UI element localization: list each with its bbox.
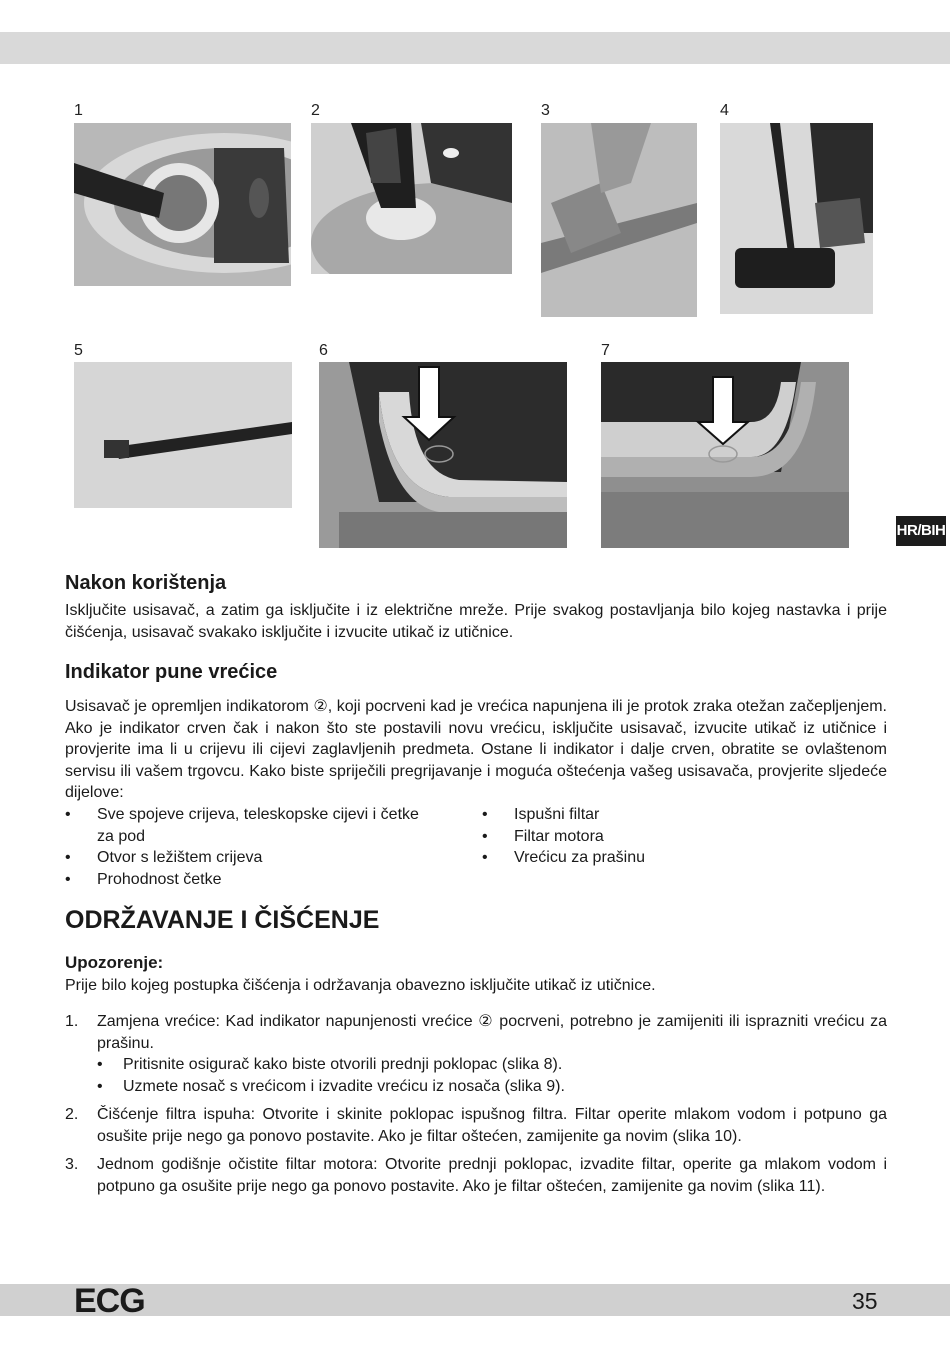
figure-label-3: 3 <box>541 102 550 119</box>
figure-label-6: 6 <box>319 342 328 359</box>
figure-label-4: 4 <box>720 102 729 119</box>
step-item <box>65 1104 887 1147</box>
after-use-text: Isključite usisavač, a zatim ga isključite i iz električne mreže. Prije svakog postavljanja bilo kojeg nastavka i prije čišćenja, usisavač svakako isključite i izvucite utikač iz utičnice. <box>65 602 887 641</box>
brand-logo: ECG <box>74 1282 145 1320</box>
crevice-nozzle-photo <box>74 362 292 508</box>
check-list-right <box>482 804 782 869</box>
figure-label-1: 1 <box>74 102 83 119</box>
list-item: • Ispušni filtar <box>482 804 782 826</box>
vacuum-hose-connect-photo <box>74 123 291 286</box>
warning-title: Upozorenje: <box>65 953 164 972</box>
language-badge: HR/BIH <box>896 516 946 546</box>
bag-indicator-text: Usisavač je opremljen indikatorom ②, koji pocrveni kad je vrećica napunjena ili je protok zraka otežan začepljenjem. Ako je indikator crven čak i nakon što ste postavili novu vrećicu, isključite usisavač, izvucite utikač iz utičnice i provjerite ima li u crijevu ili cijevi zaglavljenih predmeta. Ostane li indikator i dalje crven, obratite se ovlaštenom servisu ili vašem trgovcu. Kako biste spriječili pregrijavanje i moguća oštećenja vašeg usisavača, provjerite sljedeće dijelove: <box>65 698 887 801</box>
warning-text: Prije bilo kojeg postupka čišćenja i održavanja obavezno isključite utikač iz utičnice. <box>65 977 656 994</box>
step-item <box>65 1011 887 1097</box>
list-item: • Uzmete nosač s vrećicom i izvadite vrećicu iz nosača (slika 9). <box>97 1076 887 1098</box>
maintenance-steps <box>65 1011 887 1204</box>
step-item <box>65 1154 887 1197</box>
floor-brush-photo <box>720 123 873 314</box>
list-item: • Pritisnite osigurač kako biste otvorili prednji poklopac (slika 8). <box>97 1054 887 1076</box>
list-item: • Otvor s ležištem crijeva <box>65 847 440 869</box>
page-number: 35 <box>852 1288 878 1314</box>
step-text: Čišćenje filtra ispuha: Otvorite i skinite poklopac ispušnog filtra. Filtar operite mlakom vodom i potpuno ga osušite prije nego ga ponovo postavite. Ako je filtar oštećen, zamijenite ga novim (slika 10). <box>97 1106 887 1145</box>
bag-indicator-title: Indikator pune vrećice <box>65 661 278 683</box>
step-number: 3. <box>65 1156 79 1173</box>
telescopic-tube-photo <box>541 123 697 317</box>
step-sublist <box>97 1054 887 1097</box>
list-item: • Sve spojeve crijeva, teleskopske cijevi i četke za pod <box>65 804 440 847</box>
step-text: Zamjena vrećice: Kad indikator napunjenosti vrećice ② pocrveni, potrebno je zamijeniti ili isprazniti vrećicu za prašinu. <box>97 1013 887 1052</box>
figure-label-2: 2 <box>311 102 320 119</box>
step-number: 2. <box>65 1106 79 1123</box>
list-item: • Filtar motora <box>482 826 782 848</box>
figure-label-7: 7 <box>601 342 610 359</box>
header-bar <box>0 32 950 64</box>
maintenance-title: ODRŽAVANJE I ČIŠĆENJE <box>65 906 380 934</box>
figure-label-5: 5 <box>74 342 83 359</box>
list-item: • Prohodnost četke <box>65 869 440 891</box>
after-use-title: Nakon korištenja <box>65 572 227 594</box>
step-number: 1. <box>65 1013 79 1030</box>
cover-arrow-photo <box>601 362 849 548</box>
check-list-left <box>65 804 440 890</box>
vacuum-hose-twist-photo <box>311 123 512 274</box>
step-text: Jednom godišnje očistite filtar motora: Otvorite prednji poklopac, izvadite filtar, operite ga mlakom vodom i potpuno ga osušite prije nego ga ponovo postavite. Ako je filtar oštećen, zamijenite ga novim (slika 11). <box>97 1156 887 1195</box>
list-item: • Vrećicu za prašinu <box>482 847 782 869</box>
bag-indicator-arrow-photo <box>319 362 567 548</box>
